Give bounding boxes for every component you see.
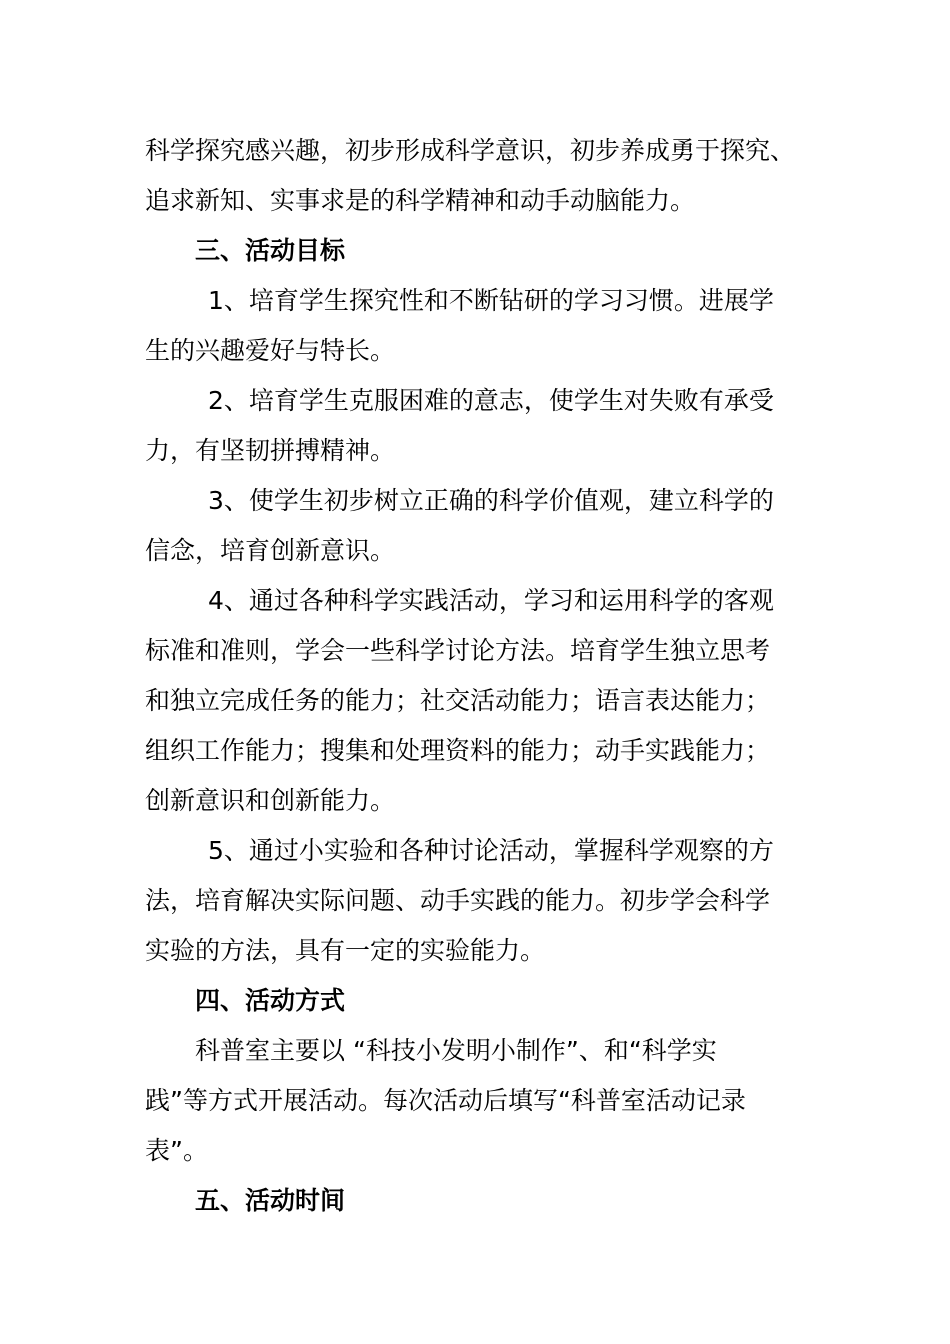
paragraph-line: 创新意识和创新能力。 <box>145 786 396 815</box>
goal-item-2: 2、培育学生克服困难的意志，使学生对失败有承受 <box>208 386 774 415</box>
paragraph-line: 生的兴趣爱好与特长。 <box>145 336 396 365</box>
goal-item-1: 1、培育学生探究性和不断钻研的学习习惯。进展学 <box>208 286 774 315</box>
paragraph-line: 信念，培育创新意识。 <box>145 536 396 565</box>
section-heading-method: 四、活动方式 <box>195 986 346 1015</box>
paragraph-line: 组织工作能力；搜集和处理资料的能力；动手实践能力； <box>145 736 771 765</box>
goal-item-5: 5、通过小实验和各种讨论活动，掌握科学观察的方 <box>208 836 774 865</box>
method-paragraph-line: 科普室主要以 “科技小发明小制作”、和“科学实 <box>195 1036 717 1065</box>
paragraph-line: 法，培育解决实际问题、动手实践的能力。初步学会科学 <box>145 886 771 915</box>
section-heading-goals: 三、活动目标 <box>195 236 346 265</box>
goal-item-3: 3、使学生初步树立正确的科学价值观，建立科学的 <box>208 486 774 515</box>
paragraph-line: 表”。 <box>145 1136 208 1165</box>
section-heading-time: 五、活动时间 <box>195 1186 346 1215</box>
paragraph-line: 标准和准则，学会一些科学讨论方法。培育学生独立思考 <box>145 636 771 665</box>
paragraph-line: 追求新知、实事求是的科学精神和动手动脑能力。 <box>145 186 696 215</box>
paragraph-line: 力，有坚韧拼搏精神。 <box>145 436 396 465</box>
paragraph-line: 实验的方法，具有一定的实验能力。 <box>145 936 546 965</box>
goal-item-4: 4、通过各种科学实践活动，学习和运用科学的客观 <box>208 586 774 615</box>
paragraph-line: 科学探究感兴趣，初步形成科学意识，初步养成勇于探究、 <box>145 136 796 165</box>
paragraph-line: 和独立完成任务的能力；社交活动能力；语言表达能力； <box>145 686 771 715</box>
paragraph-line: 践”等方式开展活动。每次活动后填写“科普室活动记录 <box>145 1086 746 1115</box>
